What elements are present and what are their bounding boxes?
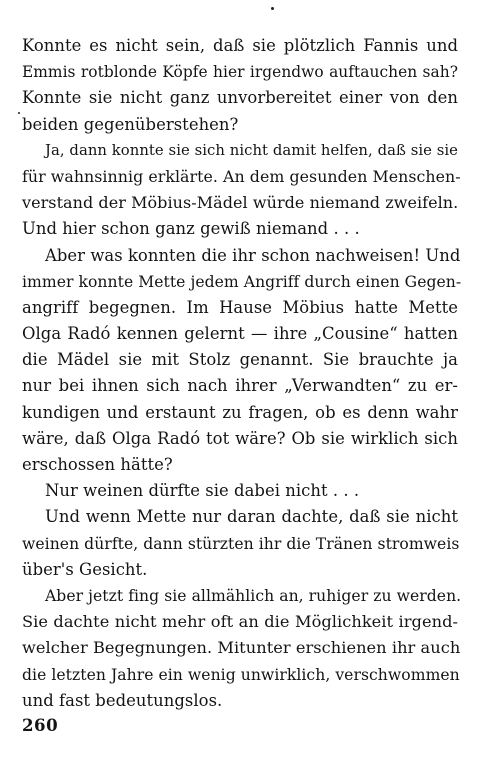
text-line: und fast bedeutungslos. bbox=[22, 690, 223, 710]
print-speck bbox=[271, 7, 274, 10]
book-page-text bbox=[22, 33, 462, 714]
text-line: Olga Radó kennen gelernt — ihre „Cousine“ hatten bbox=[22, 324, 458, 344]
text-line: verstand der Möbius-Mädel würde niemand zweifeln. bbox=[22, 193, 459, 213]
text-line: weinen dürfte, dann stürzten ihr die Tränen stromweis bbox=[22, 534, 460, 553]
paragraph-5 bbox=[22, 504, 458, 583]
paragraph-2 bbox=[22, 138, 461, 243]
text-line: Aber was konnten die ihr schon nachweisen! Und bbox=[45, 245, 461, 265]
print-speck bbox=[18, 112, 20, 114]
text-line: Aber jetzt fing sie allmählich an, ruhiger zu werden. bbox=[45, 586, 462, 605]
text-line: über's Gesicht. bbox=[22, 559, 148, 579]
text-line: Und wenn Mette nur daran dachte, daß sie nicht bbox=[45, 507, 458, 527]
paragraph-1 bbox=[22, 33, 458, 138]
text-line: beiden gegenüberstehen? bbox=[22, 114, 239, 134]
text-line: erschossen hätte? bbox=[22, 455, 173, 474]
page-number: 260 bbox=[22, 715, 59, 735]
text-line: Nur weinen dürfte sie dabei nicht . . . bbox=[45, 481, 360, 501]
text-line: Konnte sie nicht ganz unvorbereitet einer von den bbox=[22, 88, 458, 108]
text-line: angriff begegnen. Im Hause Möbius hatte Mette bbox=[22, 297, 458, 317]
text-line: Emmis rotblonde Köpfe hier irgendwo auftauchen sah? bbox=[22, 63, 458, 82]
paragraph-4 bbox=[22, 478, 458, 504]
paragraph-6 bbox=[22, 583, 462, 714]
text-line: die letzten Jahre ein wenig unwirklich, verschwommen bbox=[22, 665, 460, 684]
text-line: nur bei ihnen sich nach ihrer „Verwandten“ zu er- bbox=[22, 376, 458, 396]
text-line: immer konnte Mette jedem Angriff durch einen Gegen- bbox=[22, 272, 462, 291]
text-line: kundigen und erstaunt zu fragen, ob es denn wahr bbox=[22, 402, 458, 422]
text-line: welcher Begegnungen. Mitunter erschienen ihr auch bbox=[22, 638, 461, 658]
text-line: Und hier schon ganz gewiß niemand . . . bbox=[22, 219, 360, 239]
text-line: Ja, dann konnte sie sich nicht damit helfen, daß sie sie bbox=[45, 141, 458, 159]
paragraph-3 bbox=[22, 243, 462, 479]
text-line: wäre, daß Olga Radó tot wäre? Ob sie wirklich sich bbox=[22, 428, 458, 448]
text-line: für wahnsinnig erklärte. An dem gesunden Menschen- bbox=[22, 166, 461, 186]
text-line: Konnte es nicht sein, daß sie plötzlich Fannis und bbox=[22, 36, 458, 55]
text-line: Sie dachte nicht mehr oft an die Möglichkeit irgend- bbox=[22, 612, 458, 632]
text-line: die Mädel sie mit Stolz genannt. Sie brauchte ja bbox=[22, 350, 458, 370]
